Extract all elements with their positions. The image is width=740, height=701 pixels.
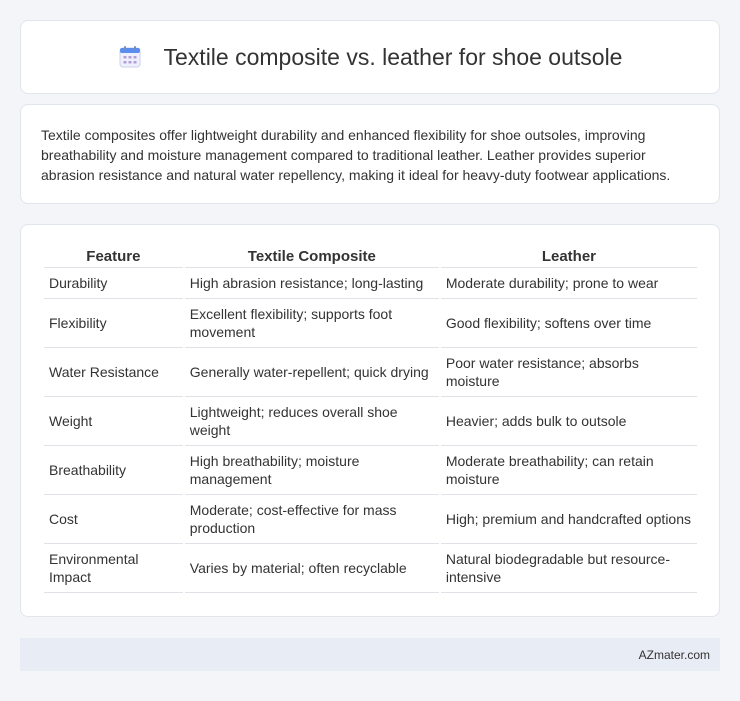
table-row [44, 495, 697, 544]
summary-text: Textile composites offer lightweight durability and enhanced flexibility for shoe outsoles, improving breathability and moisture management compared to traditional leather. Leather provides superior abrasion resistance and natural water repellency, making it ideal for heavy-duty footwear applications. [41, 127, 671, 183]
textile-composite-cell: High breathability; moisture management [185, 446, 439, 495]
textile-composite-cell: Lightweight; reduces overall shoe weight [185, 397, 439, 446]
table-row [44, 397, 697, 446]
header-card [20, 20, 720, 94]
leather-cell: Good flexibility; softens over time [441, 299, 697, 348]
textile-composite-cell: Varies by material; often recyclable [185, 544, 439, 593]
leather-cell: Moderate breathability; can retain moisture [441, 446, 697, 495]
table-row [44, 544, 697, 593]
summary-card [20, 104, 720, 204]
feature-cell: Breathability [44, 446, 183, 495]
column-header-feature: Feature [44, 244, 183, 268]
textile-composite-cell: Excellent flexibility; supports foot movement [185, 299, 439, 348]
feature-cell: Environmental Impact [44, 544, 183, 593]
comparison-table-card [20, 224, 720, 617]
leather-cell: Natural biodegradable but resource-intensive [441, 544, 697, 593]
leather-cell: Moderate durability; prone to wear [441, 268, 697, 299]
column-header-leather: Leather [441, 244, 697, 268]
feature-cell: Durability [44, 268, 183, 299]
table-row [44, 348, 697, 397]
table-header-row [44, 244, 697, 268]
textile-composite-cell: Moderate; cost-effective for mass production [185, 495, 439, 544]
page-title: Textile composite vs. leather for shoe outsole [163, 43, 623, 70]
column-header-textile-composite: Textile Composite [185, 244, 439, 268]
table-row [44, 299, 697, 348]
feature-cell: Cost [44, 495, 183, 544]
leather-cell: Heavier; adds bulk to outsole [441, 397, 697, 446]
leather-cell: High; premium and handcrafted options [441, 495, 697, 544]
feature-cell: Flexibility [44, 299, 183, 348]
feature-cell: Weight [44, 397, 183, 446]
feature-cell: Water Resistance [44, 348, 183, 397]
calendar-icon [118, 45, 142, 69]
textile-composite-cell: Generally water-repellent; quick drying [185, 348, 439, 397]
table-row [44, 268, 697, 299]
comparison-table [42, 244, 699, 593]
leather-cell: Poor water resistance; absorbs moisture [441, 348, 697, 397]
textile-composite-cell: High abrasion resistance; long-lasting [185, 268, 439, 299]
table-row [44, 446, 697, 495]
footer-brand: AZmater.com [638, 647, 710, 662]
footer-bar [20, 638, 720, 671]
title-row [118, 44, 623, 71]
